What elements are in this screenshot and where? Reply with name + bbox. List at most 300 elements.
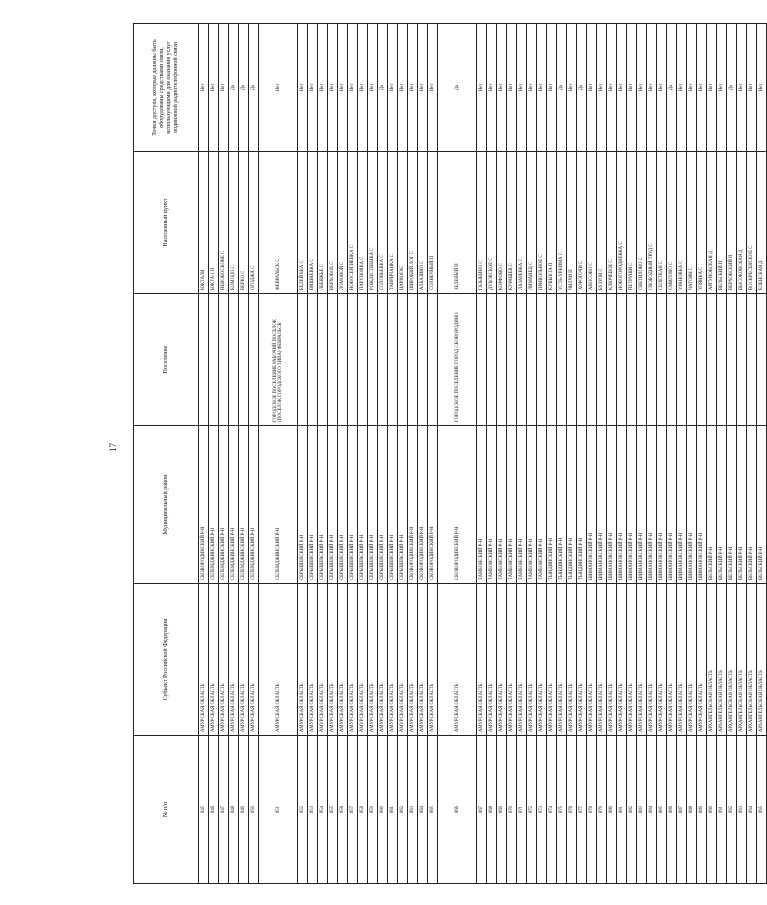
row-settlement [617,294,627,426]
row-locality: ЦАРИОГАС [398,152,408,294]
row-settlement [657,294,667,426]
row-locality: ЛОМОВОЙ С [338,152,348,294]
row-district: СЕРЫШЕВСКИЙ Р-Н [338,426,348,584]
row-access-point: Нет [348,24,358,152]
row-access-point: Нет [497,24,507,152]
row-locality: СЕЛЕТКАН С [657,152,667,294]
row-settlement [677,294,687,426]
row-access-point: Нет [477,24,487,152]
row-settlement [428,294,438,426]
row-number: 857 [348,736,358,884]
table-row [527,24,537,884]
row-number: 853 [308,736,318,884]
row-access-point: Нет [328,24,338,152]
table-row [438,24,477,884]
row-access-point: Да [229,24,239,152]
row-access-point: Да [249,24,259,152]
row-subject: АМУРСКАЯ ОБЛАСТЬ [517,584,527,736]
row-locality: ЛЕБЯЖЬЕ С [318,152,328,294]
row-number: 878 [587,736,597,884]
table-row [657,24,667,884]
row-settlement [497,294,507,426]
row-district: ШИМАНОВСКИЙ Р-Н [687,426,697,584]
row-number: 867 [477,736,487,884]
row-number: 883 [637,736,647,884]
row-subject: АМУРСКАЯ ОБЛАСТЬ [587,584,597,736]
row-district: СКОВОРОДИНСКИЙ Р-Н [418,426,428,584]
row-subject: АРХАНГЕЛЬСКАЯ ОБЛАСТЬ [717,584,727,736]
row-district: СКОВОРОДИНСКИЙ Р-Н [408,426,418,584]
row-district: ТАМБОВСКИЙ Р-Н [507,426,517,584]
row-locality: ГАЗЫКИНО С [477,152,487,294]
table-row [687,24,697,884]
row-locality: ДУБОВСКОЕ С [487,152,497,294]
row-access-point: Да [557,24,567,152]
row-settlement [348,294,358,426]
row-number: 885 [657,736,667,884]
row-district: ТАМБОВСКИЙ Р-Н [487,426,497,584]
table-row [328,24,338,884]
row-settlement: ГОРОДСКОЕ ПОСЕЛЕНИЕ ГОРОД СКОВОРОДИНО [438,294,477,426]
table-row [368,24,378,884]
row-number: 866 [438,736,477,884]
row-locality: ФЕВРАЛЬСК С [259,152,298,294]
table-row [219,24,229,884]
row-number: 872 [527,736,537,884]
row-access-point: Да [378,24,388,152]
row-locality: ЧАГОЯН С [687,152,697,294]
row-settlement [687,294,697,426]
row-settlement [697,294,707,426]
row-number: 858 [358,736,368,884]
table-row [757,24,767,884]
row-subject: АРХАНГЕЛЬСКАЯ ОБЛАСТЬ [757,584,767,736]
row-access-point: Нет [757,24,767,152]
row-locality: ОГОДЖА С [249,152,259,294]
row-district: ШИМАНОВСКИЙ Р-Н [697,426,707,584]
row-locality: ВЫСОКОВСКАЯ Д [737,152,747,294]
row-number: 877 [577,736,587,884]
row-number: 895 [757,736,767,884]
row-subject: АМУРСКАЯ ОБЛАСТЬ [368,584,378,736]
row-number: 852 [298,736,308,884]
table-row [557,24,567,884]
row-subject: АМУРСКАЯ ОБЛАСТЬ [239,584,249,736]
row-access-point: Нет [567,24,577,152]
table-row [497,24,507,884]
row-access-point: Нет [607,24,617,152]
row-district: СЕРЫШЕВСКИЙ Р-Н [298,426,308,584]
row-subject: АМУРСКАЯ ОБЛАСТЬ [497,584,507,736]
row-settlement [567,294,577,426]
row-number: 882 [627,736,637,884]
table-row [507,24,517,884]
row-subject: АМУРСКАЯ ОБЛАСТЬ [557,584,567,736]
row-settlement [408,294,418,426]
row-number: 890 [707,736,717,884]
row-district: СКОВОРОДИНСКИЙ Р-Н [438,426,477,584]
table-row [577,24,587,884]
row-access-point: Нет [587,24,597,152]
row-locality: ПЕТРУШИ С [627,152,637,294]
row-number: 845 [199,736,209,884]
row-number: 847 [219,736,229,884]
row-locality: ПРИВОЛЬНОЕ С [537,152,547,294]
row-settlement [328,294,338,426]
row-access-point: Нет [428,24,438,152]
rotated-page [133,24,764,884]
row-locality: ЮКТАЛИ [199,152,209,294]
row-settlement [249,294,259,426]
table-row [398,24,408,884]
row-number: 849 [239,736,249,884]
row-access-point: Да [727,24,737,152]
row-settlement: ГОРОДСКОЕ ПОСЕЛЕНИЕ РАБОЧИЙ ПОСЕЛОК (ПОСЕЛОК ГОРОДСКОГО ТИПА) ФЕВРАЛЬСК [259,294,298,426]
row-district: СКОВОРОДИНСКИЙ Р-Н [199,426,209,584]
row-locality: БЕЛЕЙ БКА С [298,152,308,294]
row-district: СЕРЫШЕВСКИЙ Р-Н [308,426,318,584]
row-district: СЕРЫШЕВСКИЙ Р-Н [328,426,338,584]
row-locality: СОЛОВЬЕВКА С [378,152,388,294]
table-row [537,24,547,884]
row-subject: АРХАНГЕЛЬСКАЯ ОБЛАСТЬ [737,584,747,736]
row-access-point: Нет [527,24,537,152]
row-subject: АМУРСКАЯ ОБЛАСТЬ [687,584,697,736]
row-district: ШИМАНОВСКИЙ Р-Н [667,426,677,584]
row-district: СЕЛЕМДЖИНСКИЙ Р-Н [259,426,298,584]
row-settlement [647,294,657,426]
row-access-point: Нет [647,24,657,152]
table-row [348,24,358,884]
row-number: 846 [209,736,219,884]
row-subject: АРХАНГЕЛЬСКАЯ ОБЛАСТЬ [747,584,757,736]
row-access-point: Нет [627,24,637,152]
row-district: СЕРЫШЕВСКИЙ Р-Н [348,426,358,584]
table-row [408,24,418,884]
row-number: 873 [537,736,547,884]
table-row [199,24,209,884]
row-access-point: Нет [408,24,418,152]
row-subject: АМУРСКАЯ ОБЛАСТЬ [537,584,547,736]
row-subject: АМУРСКАЯ ОБЛАСТЬ [249,584,259,736]
row-subject: АМУРСКАЯ ОБЛАСТЬ [328,584,338,736]
table-row [517,24,527,884]
row-district: СЕЛЕМДЖИНСКИЙ Р-Н [219,426,229,584]
row-access-point: Нет [368,24,378,152]
row-locality: АНОСОВО С [587,152,597,294]
row-access-point: Нет [657,24,667,152]
row-access-point: Нет [259,24,298,152]
row-district: ШИМАНОВСКИЙ Р-Н [587,426,597,584]
row-locality: ЕЛЕНСКАЯ Д [757,152,767,294]
row-locality: ЧИЛЧИ П [567,152,577,294]
header-number: № п/п [134,736,199,884]
row-number: 868 [487,736,497,884]
row-number: 862 [398,736,408,884]
table-row [737,24,747,884]
row-access-point: Нет [517,24,527,152]
row-locality: СВЕТИЛОВО С [637,152,647,294]
row-access-point: Да [438,24,477,152]
document-table [133,23,767,884]
table-row [717,24,727,884]
table-row [607,24,617,884]
row-settlement [229,294,239,426]
row-district: СЕЛЕМДЖИНСКИЙ Р-Н [249,426,259,584]
row-settlement [338,294,348,426]
row-district: ШИМАНОВСКИЙ Р-Н [677,426,687,584]
row-number: 880 [607,736,617,884]
row-settlement [597,294,607,426]
row-number: 870 [507,736,517,884]
table-row [308,24,318,884]
table-row [627,24,637,884]
row-subject: АМУРСКАЯ ОБЛАСТЬ [607,584,617,736]
header-subject: Субъект Российской Федерации [134,584,199,736]
row-district: ТЫНДИНСКИЙ Р-Н [567,426,577,584]
row-district: ВЕЛЬСКИЙ Р-Н [737,426,747,584]
header-settlement: Поселение [134,294,199,426]
row-locality: СМИЛОВО С [667,152,677,294]
row-number: 894 [747,736,757,884]
row-subject: АМУРСКАЯ ОБЛАСТЬ [617,584,627,736]
row-settlement [667,294,677,426]
row-settlement [527,294,537,426]
row-number: 887 [677,736,687,884]
header-row [134,24,199,884]
table-row [298,24,308,884]
row-district: ТЫНДИНСКИЙ Р-Н [547,426,557,584]
row-locality: ЛАЗАРЕВКА С [517,152,527,294]
row-district: ШИМАНОВСКИЙ Р-Н [607,426,617,584]
row-locality: ВЕРХОВСКИЙ П [727,152,737,294]
row-locality: ШИРОКИЙ ЛОГ С [408,152,418,294]
row-number: 891 [717,736,727,884]
row-settlement [607,294,617,426]
row-locality: КОРФОВО С [497,152,507,294]
table-body [199,24,767,884]
row-locality: СВОБОДНЫЙ ТРУД С [647,152,657,294]
row-access-point: Нет [707,24,717,152]
row-district: СЕРЫШЕВСКИЙ Р-Н [398,426,408,584]
row-district: СЕРЫШЕВСКИЙ Р-Н [368,426,378,584]
row-subject: АМУРСКАЯ ОБЛАСТЬ [408,584,418,736]
row-number: 863 [408,736,418,884]
row-settlement [507,294,517,426]
table-row [707,24,717,884]
row-locality: КОМОДО С [229,152,239,294]
row-access-point: Нет [637,24,647,152]
row-subject: АРХАНГЕЛЬСКАЯ ОБЛАСТЬ [707,584,717,736]
row-settlement [747,294,757,426]
row-locality: АЛБАЗИНО С [418,152,428,294]
row-locality: УРАНОВКА С [677,152,687,294]
row-locality: ЗЕЛЕНЫЙ П [438,152,477,294]
row-subject: АМУРСКАЯ ОБЛАСТЬ [657,584,667,736]
table-row [318,24,328,884]
row-access-point: Нет [487,24,497,152]
row-settlement [717,294,727,426]
row-district: ТАМБОВСКИЙ Р-Н [517,426,527,584]
row-settlement [298,294,308,426]
row-subject: АМУРСКАЯ ОБЛАСТЬ [627,584,637,736]
table-row [747,24,757,884]
row-access-point: Нет [547,24,557,152]
row-district: ТАМБОВСКИЙ Р-Н [527,426,537,584]
table-row [477,24,487,884]
row-access-point: Нет [318,24,328,152]
row-settlement [477,294,487,426]
row-subject: АМУРСКАЯ ОБЛАСТЬ [477,584,487,736]
table-row [388,24,398,884]
row-district: ТЫНДИНСКИЙ Р-Н [557,426,567,584]
row-settlement [707,294,717,426]
row-subject: АМУРСКАЯ ОБЛАСТЬ [418,584,428,736]
table-row [378,24,388,884]
row-subject: АМУРСКАЯ ОБЛАСТЬ [438,584,477,736]
row-subject: АМУРСКАЯ ОБЛАСТЬ [577,584,587,736]
row-settlement [199,294,209,426]
page-number: 17 [108,443,118,452]
row-number: 854 [318,736,328,884]
table-row [677,24,687,884]
row-subject: АМУРСКАЯ ОБЛАСТЬ [567,584,577,736]
row-subject: АРХАНГЕЛЬСКАЯ ОБЛАСТЬ [727,584,737,736]
row-locality: ВИШНЕВКА С [308,152,318,294]
row-subject: АМУРСКАЯ ОБЛАСТЬ [358,584,368,736]
row-number: 888 [687,736,697,884]
row-district: ШИМАНОВСКИЙ Р-Н [617,426,627,584]
row-access-point: Нет [358,24,368,152]
row-subject: АМУРСКАЯ ОБЛАСТЬ [229,584,239,736]
row-number: 886 [667,736,677,884]
row-district: ТАМБОВСКИЙ Р-Н [477,426,487,584]
row-settlement [587,294,597,426]
row-settlement [418,294,428,426]
row-settlement [358,294,368,426]
row-locality: НОВОСЕРГИЕВКА С [348,152,358,294]
table-row [229,24,239,884]
row-settlement [627,294,637,426]
table-row [249,24,259,884]
row-number: 876 [567,736,577,884]
row-access-point: Нет [617,24,627,152]
row-locality: ХОРОГОЧИ С [577,152,587,294]
row-access-point: Нет [687,24,697,152]
table-row [209,24,219,884]
row-subject: АМУРСКАЯ ОБЛАСТЬ [308,584,318,736]
row-district: ШИМАНОВСКИЙ Р-Н [637,426,647,584]
row-number: 861 [388,736,398,884]
row-subject: АМУРСКАЯ ОБЛАСТЬ [348,584,358,736]
row-subject: АМУРСКАЯ ОБЛАСТЬ [318,584,328,736]
row-subject: АМУРСКАЯ ОБЛАСТЬ [398,584,408,736]
row-access-point: Нет [298,24,308,152]
row-subject: АМУРСКАЯ ОБЛАСТЬ [298,584,308,736]
row-locality: КУРАШЕВ С [507,152,517,294]
row-access-point: Нет [747,24,757,152]
row-access-point: Нет [308,24,318,152]
row-number: 884 [647,736,657,884]
row-subject: АМУРСКАЯ ОБЛАСТЬ [647,584,657,736]
row-access-point: Нет [219,24,229,152]
row-district: ВЕЛЬСКИЙ Р-Н [757,426,767,584]
row-access-point: Нет [418,24,428,152]
row-locality: НОВОГОРОДНЕВКА С [617,152,627,294]
row-number: 851 [259,736,298,884]
row-settlement [487,294,497,426]
row-settlement [557,294,567,426]
row-locality: КЛЮЧЕВОЕ С [607,152,617,294]
row-access-point: Нет [537,24,547,152]
row-settlement [209,294,219,426]
row-settlement [219,294,229,426]
row-district: ВЕЛЬСКИЙ Р-Н [717,426,727,584]
table-row [597,24,607,884]
row-district: СЕРЫШЕВСКИЙ Р-Н [378,426,388,584]
row-subject: АМУРСКАЯ ОБЛАСТЬ [507,584,517,736]
row-access-point: Нет [737,24,747,152]
row-number: 871 [517,736,527,884]
row-access-point: Нет [398,24,408,152]
row-settlement [727,294,737,426]
row-district: СЕРЫШЕВСКИЙ Р-Н [358,426,368,584]
row-locality: ВЕРКО С [239,152,249,294]
row-subject: АМУРСКАЯ ОБЛАСТЬ [487,584,497,736]
row-subject: АМУРСКАЯ ОБЛАСТЬ [209,584,219,736]
row-number: 893 [737,736,747,884]
row-district: СКОВОРОДИНСКИЙ Р-Н [428,426,438,584]
row-district: ТЫНДИНСКИЙ Р-Н [577,426,587,584]
row-number: 855 [328,736,338,884]
row-number: 860 [378,736,388,884]
table-row [667,24,677,884]
table-row [428,24,438,884]
row-settlement [637,294,647,426]
row-locality: СОЛНЕЧНЫЙ П [428,152,438,294]
row-subject: АМУРСКАЯ ОБЛАСТЬ [667,584,677,736]
row-settlement [537,294,547,426]
row-number: 864 [418,736,428,884]
row-district: ВЕЛЬСКИЙ Р-Н [747,426,757,584]
row-district: ТАМБОВСКИЙ Р-Н [537,426,547,584]
table-row [697,24,707,884]
row-settlement [398,294,408,426]
table-row [727,24,737,884]
row-number: 874 [547,736,557,884]
row-number: 865 [428,736,438,884]
row-access-point: Да [667,24,677,152]
row-number: 881 [617,736,627,884]
row-district: СЕРЫШЕВСКИЙ Р-Н [388,426,398,584]
row-district: ШИМАНОВСКИЙ Р-Н [647,426,657,584]
row-locality: ПАРУНОВКА С [358,152,368,294]
row-access-point: Нет [388,24,398,152]
header-access-point: Точки доступа, которые должны быть оборудованы средствами связи, использующими для оказания услуг подвижной радиотелефонной связи [134,24,199,152]
row-subject: АМУРСКАЯ ОБЛАСТЬ [199,584,209,736]
row-locality: УЛЯНКА С [697,152,707,294]
row-settlement [517,294,527,426]
row-district: СЕЛЕМДЖИНСКИЙ Р-Н [229,426,239,584]
table-row [637,24,647,884]
row-subject: АМУРСКАЯ ОБЛАСТЬ [597,584,607,736]
row-locality: НЕВОВОСКОВЕ С [219,152,229,294]
row-settlement [757,294,767,426]
row-subject: АМУРСКАЯ ОБЛАСТЬ [637,584,647,736]
row-subject: АМУРСКАЯ ОБЛАСТЬ [338,584,348,736]
row-access-point: Да [577,24,587,152]
row-number: 879 [597,736,607,884]
